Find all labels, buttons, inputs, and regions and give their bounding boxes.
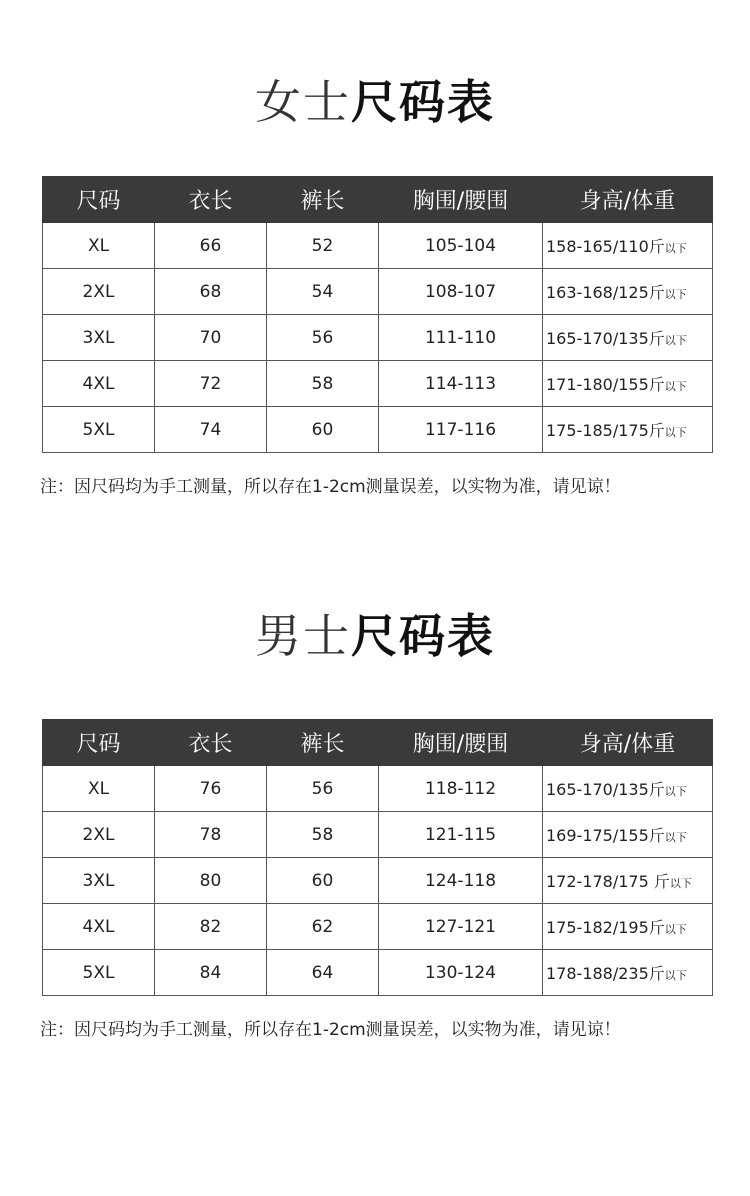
table-row [43,766,713,812]
cell-top-length: 66 [155,223,267,269]
men-title-prefix: 男士 [255,609,351,663]
cell-chest-waist: 130-124 [379,950,543,996]
header-size: 尺码 [43,720,155,766]
table-row [43,858,713,904]
cell-height-weight [543,315,713,361]
cell-size: XL [43,766,155,812]
table-header-row [43,177,713,223]
hw-value: 169-175/155斤 [546,826,665,845]
table-row [43,361,713,407]
hw-suffix: 以下 [664,242,687,255]
cell-chest-waist: 118-112 [379,766,543,812]
cell-top-length: 68 [155,269,267,315]
hw-suffix: 以下 [664,288,687,301]
cell-top-length: 76 [155,766,267,812]
cell-height-weight [543,858,713,904]
hw-value: 172-178/175 斤 [546,872,670,891]
cell-pants-length: 58 [267,812,379,858]
cell-chest-waist: 114-113 [379,361,543,407]
header-height-weight: 身高/体重 [543,177,713,223]
table-row [43,223,713,269]
cell-chest-waist: 111-110 [379,315,543,361]
hw-value: 171-180/155斤 [546,375,665,394]
cell-size: 4XL [43,361,155,407]
hw-suffix: 以下 [664,969,687,982]
cell-size: 3XL [43,315,155,361]
cell-size: 2XL [43,812,155,858]
women-measurement-note: 注：因尺码均为手工测量，所以存在1-2cm测量误差，以实物为准，请见谅！ [40,477,621,497]
hw-value: 165-170/135斤 [546,780,665,799]
header-pants-length: 裤长 [267,177,379,223]
cell-pants-length: 56 [267,766,379,812]
cell-chest-waist: 124-118 [379,858,543,904]
men-size-chart-title [0,606,750,666]
cell-size: 3XL [43,858,155,904]
header-top-length: 衣长 [155,720,267,766]
cell-pants-length: 60 [267,858,379,904]
header-height-weight: 身高/体重 [543,720,713,766]
cell-pants-length: 62 [267,904,379,950]
hw-suffix: 以下 [664,785,687,798]
header-top-length: 衣长 [155,177,267,223]
cell-pants-length: 52 [267,223,379,269]
cell-chest-waist: 121-115 [379,812,543,858]
cell-top-length: 72 [155,361,267,407]
women-size-chart-title [0,72,750,132]
cell-size: 5XL [43,407,155,453]
table-row [43,950,713,996]
cell-pants-length: 60 [267,407,379,453]
cell-size: 2XL [43,269,155,315]
men-size-table [42,719,713,996]
table-row [43,407,713,453]
hw-suffix: 以下 [664,831,687,844]
men-measurement-note: 注：因尺码均为手工测量，所以存在1-2cm测量误差，以实物为准，请见谅！ [40,1020,621,1040]
hw-suffix: 以下 [664,923,687,936]
hw-suffix: 以下 [664,334,687,347]
cell-height-weight [543,812,713,858]
hw-suffix: 以下 [664,426,687,439]
table-row [43,269,713,315]
men-title-main: 尺码表 [351,609,495,663]
hw-suffix: 以下 [664,380,687,393]
hw-value: 163-168/125斤 [546,283,665,302]
cell-chest-waist: 105-104 [379,223,543,269]
cell-top-length: 82 [155,904,267,950]
cell-top-length: 80 [155,858,267,904]
cell-height-weight [543,361,713,407]
cell-height-weight [543,766,713,812]
cell-chest-waist: 117-116 [379,407,543,453]
table-row [43,904,713,950]
cell-pants-length: 54 [267,269,379,315]
cell-pants-length: 64 [267,950,379,996]
women-title-prefix: 女士 [255,75,351,129]
cell-height-weight [543,407,713,453]
cell-height-weight [543,269,713,315]
women-title-main: 尺码表 [351,75,495,129]
cell-size: 4XL [43,904,155,950]
cell-pants-length: 56 [267,315,379,361]
table-header-row [43,720,713,766]
cell-height-weight [543,904,713,950]
cell-height-weight [543,950,713,996]
header-size: 尺码 [43,177,155,223]
cell-size: 5XL [43,950,155,996]
cell-size: XL [43,223,155,269]
header-pants-length: 裤长 [267,720,379,766]
cell-top-length: 78 [155,812,267,858]
women-size-table [42,176,713,453]
cell-height-weight [543,223,713,269]
hw-value: 175-182/195斤 [546,918,665,937]
cell-chest-waist: 127-121 [379,904,543,950]
table-row [43,315,713,361]
hw-value: 165-170/135斤 [546,329,665,348]
hw-value: 158-165/110斤 [546,237,665,256]
cell-top-length: 74 [155,407,267,453]
header-chest-waist: 胸围/腰围 [379,720,543,766]
cell-pants-length: 58 [267,361,379,407]
cell-top-length: 84 [155,950,267,996]
hw-value: 175-185/175斤 [546,421,665,440]
header-chest-waist: 胸围/腰围 [379,177,543,223]
cell-chest-waist: 108-107 [379,269,543,315]
cell-top-length: 70 [155,315,267,361]
hw-suffix: 以下 [669,877,692,890]
hw-value: 178-188/235斤 [546,964,665,983]
table-row [43,812,713,858]
